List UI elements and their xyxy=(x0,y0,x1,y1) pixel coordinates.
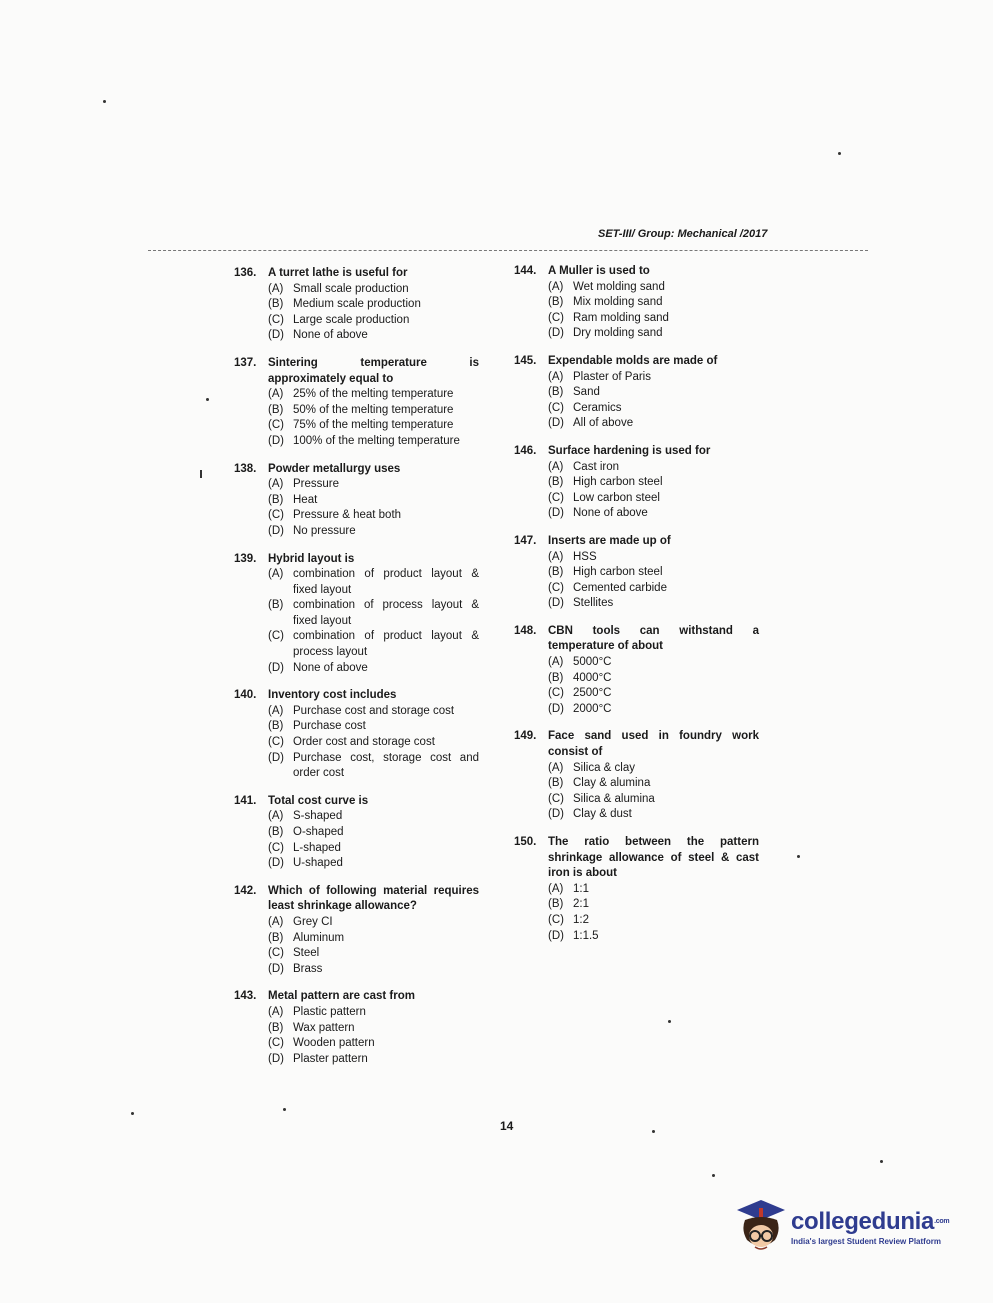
question-text: A turret lathe is useful for xyxy=(268,267,408,279)
answer-option xyxy=(548,581,759,597)
option-label: (B) xyxy=(268,403,284,416)
option-label: (D) xyxy=(548,597,564,610)
option-text: Clay & dust xyxy=(573,808,632,821)
answer-option xyxy=(268,598,479,629)
option-text: Wax pattern xyxy=(293,1021,355,1034)
scan-speck xyxy=(712,1174,715,1177)
answer-option xyxy=(268,915,479,931)
option-text: Plaster pattern xyxy=(293,1052,368,1065)
answer-option xyxy=(548,416,759,432)
option-text: Medium scale production xyxy=(293,298,421,311)
question-137 xyxy=(234,356,479,450)
option-text: Purchase cost, storage cost and order cost xyxy=(293,751,479,780)
option-label: (B) xyxy=(548,296,564,309)
answer-option xyxy=(268,493,479,509)
question-140 xyxy=(234,688,479,782)
question-143 xyxy=(234,989,479,1067)
option-text: HSS xyxy=(573,550,597,563)
option-label: (A) xyxy=(268,915,284,928)
option-text: combination of product layout & fixed layout xyxy=(293,568,479,596)
question-text: Powder metallurgy uses xyxy=(268,462,401,475)
option-label: (A) xyxy=(548,656,564,669)
answer-option xyxy=(548,326,759,342)
option-label: (C) xyxy=(268,419,284,432)
question-number: 143. xyxy=(234,990,257,1003)
option-text: Small scale production xyxy=(293,282,409,295)
question-text: Inserts are made up of xyxy=(548,534,671,547)
option-text: 25% of the melting temperature xyxy=(293,388,454,401)
option-text: Cast iron xyxy=(573,460,620,473)
option-text: Mix molding sand xyxy=(573,296,663,309)
option-text: Pressure & heat both xyxy=(293,509,402,522)
brand-tagline: India's largest Student Review Platform xyxy=(791,1236,941,1246)
option-label: (D) xyxy=(548,808,564,821)
question-146 xyxy=(514,444,759,522)
mascot-icon xyxy=(735,1196,787,1258)
option-label: (C) xyxy=(548,581,564,594)
option-label: (D) xyxy=(268,329,284,342)
brand-name: collegedunia$^{.com}$ xyxy=(791,1207,950,1235)
question-text: Hybrid layout is xyxy=(268,552,355,565)
option-text: Ceramics xyxy=(573,401,622,414)
answer-option xyxy=(548,792,759,808)
option-text: combination of process layout & fixed layout xyxy=(293,599,479,627)
answer-option xyxy=(268,704,479,720)
option-label: (A) xyxy=(548,550,564,563)
option-label: (D) xyxy=(548,417,564,430)
answer-option xyxy=(548,897,759,913)
option-label: (A) xyxy=(268,478,284,491)
question-text: Inventory cost includes xyxy=(268,689,397,702)
question-number: 147. xyxy=(514,534,537,547)
option-label: (B) xyxy=(268,493,284,506)
option-text: Wet molding sand xyxy=(573,280,665,293)
answer-option xyxy=(548,460,759,476)
answer-option xyxy=(548,491,759,507)
question-text: Metal pattern are cast from xyxy=(268,990,415,1003)
option-text: 1:1.5 xyxy=(573,929,599,942)
answer-option xyxy=(268,931,479,947)
answer-option xyxy=(268,735,479,751)
option-label: (C) xyxy=(268,509,284,522)
answer-option xyxy=(548,655,759,671)
scan-speck xyxy=(668,1020,671,1023)
question-138 xyxy=(234,462,479,540)
option-label: (C) xyxy=(548,491,564,504)
option-label: (C) xyxy=(548,687,564,700)
option-label: (D) xyxy=(548,327,564,340)
option-label: (C) xyxy=(268,736,284,749)
question-text: Total cost curve is xyxy=(268,794,369,807)
question-text: Sintering temperature is approximately equal to xyxy=(268,356,479,385)
answer-option xyxy=(268,841,479,857)
brand-name-suffix: .com xyxy=(934,1217,950,1225)
option-label: (A) xyxy=(268,568,284,581)
option-label: (C) xyxy=(268,630,284,643)
answer-option xyxy=(548,475,759,491)
scan-speck xyxy=(838,152,841,155)
scan-speck xyxy=(880,1160,883,1163)
option-text: No pressure xyxy=(293,524,356,537)
option-label: (D) xyxy=(548,929,564,942)
option-label: (C) xyxy=(268,313,284,326)
option-text: Sand xyxy=(573,386,600,399)
option-text: Pressure xyxy=(293,478,340,491)
option-text: Grey CI xyxy=(293,915,333,928)
option-text: Cemented carbide xyxy=(573,581,667,594)
option-label: (D) xyxy=(268,524,284,537)
question-136 xyxy=(234,266,479,344)
option-label: (A) xyxy=(268,282,284,295)
option-label: (C) xyxy=(548,401,564,414)
option-text: combination of product layout & process layout xyxy=(293,630,479,659)
answer-option xyxy=(268,477,479,493)
answer-option xyxy=(268,856,479,872)
answer-option xyxy=(268,962,479,978)
option-text: Large scale production xyxy=(293,313,410,326)
option-label: (A) xyxy=(268,1005,284,1018)
question-number: 139. xyxy=(234,552,257,565)
left-question-column xyxy=(234,266,479,1079)
option-label: (C) xyxy=(268,841,284,854)
option-text: 4000°C xyxy=(573,671,612,684)
option-label: (C) xyxy=(548,792,564,805)
question-text: Expendable molds are made of xyxy=(548,354,718,367)
option-label: (D) xyxy=(268,1052,284,1065)
option-text: Silica & alumina xyxy=(573,792,655,805)
answer-option xyxy=(268,825,479,841)
option-label: (D) xyxy=(268,751,284,764)
option-text: Aluminum xyxy=(293,931,345,944)
option-text: High carbon steel xyxy=(573,566,663,579)
question-number: 148. xyxy=(514,624,537,637)
option-text: Steel xyxy=(293,947,320,960)
answer-option xyxy=(268,508,479,524)
question-text: A Muller is used to xyxy=(548,265,650,277)
option-text: Plastic pattern xyxy=(293,1005,366,1018)
answer-option xyxy=(268,1052,479,1068)
question-text: Which of following material requires least shrinkage allowance? xyxy=(268,884,479,913)
option-text: L-shaped xyxy=(293,841,341,854)
option-label: (B) xyxy=(268,720,284,733)
option-label: (D) xyxy=(548,507,564,520)
answer-option xyxy=(548,776,759,792)
page-number: 14 xyxy=(500,1119,514,1133)
option-label: (A) xyxy=(548,460,564,473)
option-text: None of above xyxy=(293,661,368,674)
question-number: 141. xyxy=(234,794,257,807)
question-142 xyxy=(234,884,479,978)
answer-option xyxy=(548,671,759,687)
option-text: O-shaped xyxy=(293,826,344,838)
answer-option xyxy=(268,328,479,344)
option-label: (A) xyxy=(548,761,564,774)
option-text: Purchase cost and storage cost xyxy=(293,704,455,717)
question-text: Face sand used in foundry work consist of xyxy=(548,730,759,759)
option-label: (A) xyxy=(548,280,564,293)
answer-option xyxy=(548,550,759,566)
option-label: (B) xyxy=(268,599,284,612)
answer-option xyxy=(548,807,759,823)
question-number: 140. xyxy=(234,689,257,702)
option-label: (B) xyxy=(548,566,564,579)
question-text: The ratio between the pattern shrinkage allowance of steel & cast iron is about xyxy=(548,836,759,880)
option-label: (D) xyxy=(548,702,564,715)
collegedunia-logo xyxy=(735,1196,965,1258)
answer-option xyxy=(548,370,759,386)
option-text: Brass xyxy=(293,962,323,975)
option-text: 2000°C xyxy=(573,702,612,715)
answer-option xyxy=(268,297,479,313)
option-text: Ram molding sand xyxy=(573,311,669,324)
scan-speck xyxy=(283,1108,286,1111)
option-label: (C) xyxy=(548,311,564,324)
option-text: Clay & alumina xyxy=(573,777,651,790)
answer-option xyxy=(268,751,479,782)
answer-option xyxy=(268,809,479,825)
answer-option xyxy=(268,1005,479,1021)
option-text: Heat xyxy=(293,493,318,506)
option-text: Stellites xyxy=(573,597,614,610)
option-label: (A) xyxy=(548,370,564,383)
option-label: (A) xyxy=(268,388,284,401)
question-141 xyxy=(234,794,479,872)
answer-option xyxy=(268,387,479,403)
answer-option xyxy=(268,946,479,962)
option-label: (B) xyxy=(268,298,284,311)
question-number: 146. xyxy=(514,444,537,457)
option-label: (B) xyxy=(268,1021,284,1034)
scan-speck xyxy=(103,100,106,103)
answer-option xyxy=(548,565,759,581)
page-header: SET-III/ Group: Mechanical /2017 xyxy=(598,228,768,240)
answer-option xyxy=(268,434,479,450)
answer-option xyxy=(548,401,759,417)
option-label: (B) xyxy=(268,826,284,838)
scan-speck xyxy=(131,1112,134,1115)
question-148 xyxy=(514,624,759,718)
scan-speck xyxy=(797,855,800,858)
answer-option xyxy=(268,524,479,540)
scan-speck xyxy=(206,398,209,401)
option-text: 5000°C xyxy=(573,656,612,669)
option-label: (B) xyxy=(548,386,564,399)
question-150 xyxy=(514,835,759,944)
question-number: 150. xyxy=(514,836,537,848)
question-number: 149. xyxy=(514,730,537,743)
option-label: (C) xyxy=(268,947,284,960)
question-149 xyxy=(514,729,759,823)
option-label: (B) xyxy=(548,671,564,684)
option-text: 2500°C xyxy=(573,687,612,700)
option-text: Low carbon steel xyxy=(573,491,660,504)
option-text: Purchase cost xyxy=(293,720,366,733)
question-number: 142. xyxy=(234,884,257,897)
answer-option xyxy=(548,311,759,327)
option-text: U-shaped xyxy=(293,857,343,870)
answer-option xyxy=(268,418,479,434)
answer-option xyxy=(548,280,759,296)
answer-option xyxy=(548,506,759,522)
option-text: Plaster of Paris xyxy=(573,370,651,383)
option-text: 50% of the melting temperature xyxy=(293,403,454,416)
question-145 xyxy=(514,354,759,432)
question-text: Surface hardening is used for xyxy=(548,444,711,457)
option-text: High carbon steel xyxy=(573,476,663,489)
option-label: (A) xyxy=(548,882,564,895)
answer-option xyxy=(268,282,479,298)
answer-option xyxy=(548,929,759,945)
question-139 xyxy=(234,552,479,677)
option-label: (C) xyxy=(548,913,564,926)
option-label: (A) xyxy=(268,810,284,823)
answer-option xyxy=(268,313,479,329)
option-label: (A) xyxy=(268,704,284,717)
option-label: (D) xyxy=(268,661,284,674)
answer-option xyxy=(268,1036,479,1052)
question-144 xyxy=(514,264,759,342)
option-text: 1:2 xyxy=(573,913,589,926)
option-label: (D) xyxy=(268,857,284,870)
question-number: 145. xyxy=(514,354,537,367)
option-label: (D) xyxy=(268,962,284,975)
answer-option xyxy=(268,1021,479,1037)
header-divider xyxy=(148,250,868,251)
option-label: (B) xyxy=(548,476,564,489)
option-label: (B) xyxy=(548,777,564,790)
option-text: Silica & clay xyxy=(573,761,635,774)
answer-option xyxy=(268,629,479,660)
answer-option xyxy=(548,295,759,311)
option-text: Wooden pattern xyxy=(293,1037,375,1050)
option-text: Dry molding sand xyxy=(573,327,663,340)
answer-option xyxy=(548,761,759,777)
option-text: All of above xyxy=(573,417,634,430)
option-label: (C) xyxy=(268,1037,284,1050)
option-text: 2:1 xyxy=(573,898,589,911)
option-text: None of above xyxy=(293,329,368,342)
option-text: S-shaped xyxy=(293,810,343,823)
option-label: (B) xyxy=(268,931,284,944)
option-text: 1:1 xyxy=(573,882,589,895)
answer-option xyxy=(548,702,759,718)
answer-option xyxy=(268,403,479,419)
option-label: (B) xyxy=(548,898,564,911)
right-question-column xyxy=(514,264,759,956)
question-number: 144. xyxy=(514,265,537,277)
question-number: 136. xyxy=(234,267,257,279)
question-147 xyxy=(514,534,759,612)
answer-option xyxy=(268,719,479,735)
question-number: 137. xyxy=(234,356,257,369)
option-text: 100% of the melting temperature xyxy=(293,434,460,447)
question-number: 138. xyxy=(234,462,257,475)
scan-speck xyxy=(652,1130,655,1133)
answer-option xyxy=(548,385,759,401)
option-label: (D) xyxy=(268,434,284,447)
answer-option xyxy=(268,567,479,598)
option-text: 75% of the melting temperature xyxy=(293,419,454,432)
answer-option xyxy=(548,596,759,612)
answer-option xyxy=(548,913,759,929)
answer-option xyxy=(548,686,759,702)
scan-speck xyxy=(200,470,202,478)
option-text: None of above xyxy=(573,507,648,520)
question-text: CBN tools can withstand a temperature of about xyxy=(548,624,759,653)
option-text: Order cost and storage cost xyxy=(293,736,435,749)
answer-option xyxy=(268,661,479,677)
answer-option xyxy=(548,882,759,898)
